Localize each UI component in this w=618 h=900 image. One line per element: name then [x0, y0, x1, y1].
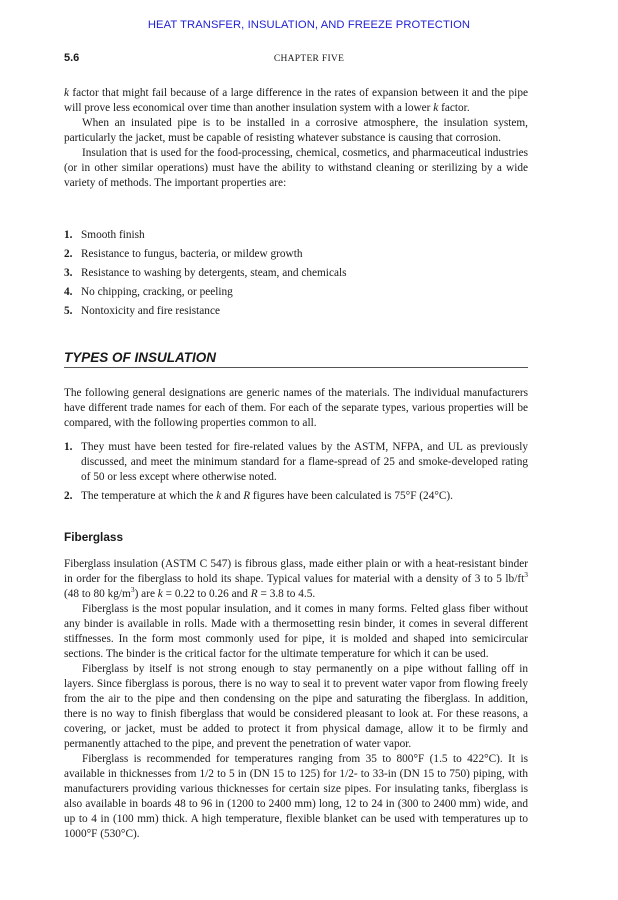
intro-paragraph-1: k factor that might fail because of a large difference in the rates of expansion between it and the pipe will prove less economical over time than another insulation system with a lower k factor.	[64, 87, 528, 114]
list-item: 1. Smooth finish	[64, 229, 145, 241]
subsection-title: Fiberglass	[64, 530, 124, 544]
common-properties-list	[64, 440, 528, 504]
fiberglass-paragraph-3: Fiberglass by itself is not strong enough to stay permanently on a pipe without falling off in layers. Since fiberglass is porous, there is no way to seal it to prevent water vapor from flowing freely from the air to the pipe and then condensing on the pipe and saturating the fiberglass. In addition, there is no way to finish fiberglass that would be considered pleasant to look at. For these reasons, a covering, or jacket, must be added to protect it from physical damage, allow it to be firmly and permanently attached to the pipe, and prevent the penetration of water vapor.	[64, 663, 528, 750]
fiberglass-paragraph-2: Fiberglass is the most popular insulation, and it comes in many forms. Felted glass fiber without any binder is available in rolls. Made with a thermosetting resin binder, it comes in several different stiffnesses. In the form most commonly used for pipe, it is molded and shaped into semicircular sections. The binder is the critical factor for the ultimate temperature for which it can be used.	[64, 603, 528, 660]
section-title: TYPES OF INSULATION	[64, 350, 528, 368]
intro-paragraph-2: When an insulated pipe is to be installed in a corrosive atmosphere, the insulation system, particularly the jacket, must be capable of resisting whatever substance is causing that corrosion.	[64, 117, 528, 144]
list-item: 3. Resistance to washing by detergents, steam, and chemicals	[64, 267, 347, 279]
properties-list	[64, 226, 528, 321]
list-item: 2. The temperature at which the k and R figures have been calculated is 75°F (24°C).	[64, 490, 453, 502]
list-item: 1. They must have been tested for fire-related values by the ASTM, NFPA, and UL as previously discussed, and meet the minimum standard for a flame-spread of 25 and smoke-developed rating of 50 or less except where otherwise noted.	[64, 441, 528, 483]
list-item: 5. Nontoxicity and fire resistance	[64, 305, 220, 317]
list-item: 4. No chipping, cracking, or peeling	[64, 286, 233, 298]
intro-paragraph-3: Insulation that is used for the food-processing, chemical, cosmetics, and pharmaceutical industries (or in other similar operations) must have the ability to withstand cleaning or sterilizing by a wide variety of methods. The important properties are:	[64, 147, 528, 189]
intro-section	[64, 86, 528, 191]
list-item: 2. Resistance to fungus, bacteria, or mildew growth	[64, 248, 303, 260]
fiberglass-paragraph-1: Fiberglass insulation (ASTM C 547) is fibrous glass, made either plain or with a heat-resistant binder in order for the fiberglass to hold its shape. Typical values for material with a density of 3 to 5 $lb/ft^3$ (48 to 80 $kg/m^3$) are k = 0.22 to 0.26 and R = 3.8 to 4.5.	[64, 558, 528, 600]
fiberglass-paragraph-4: Fiberglass is recommended for temperatures ranging from 35 to 800°F (1.5 to 422°C). It is available in thicknesses from 1/2 to 5 in (DN 15 to 125) for 1/2- to 33-in (DN 15 to 750) piping, with manufacturers providing various thicknesses for certain size pipes. For insulating tanks, fiberglass is also available in boards 48 to 96 in (1200 to 2400 mm) long, 12 to 24 in (300 to 2400 mm) wide, and up to 4 in (100 mm) thick. A high temperature, flexible blanket can be used with temperatures up to 1000°F (530°C).	[64, 753, 528, 840]
fiberglass-section	[64, 557, 528, 842]
types-section	[64, 386, 528, 504]
page-number: 5.6	[64, 52, 80, 64]
types-intro-paragraph: The following general designations are generic names of the materials. The individual manufacturers have different trade names for each of them. For each of the separate types, various properties will be compared, with the following properties common to all.	[64, 387, 528, 429]
chapter-label: CHAPTER FIVE	[273, 54, 345, 64]
running-head: HEAT TRANSFER, INSULATION, AND FREEZE PROTECTION	[147, 19, 471, 31]
